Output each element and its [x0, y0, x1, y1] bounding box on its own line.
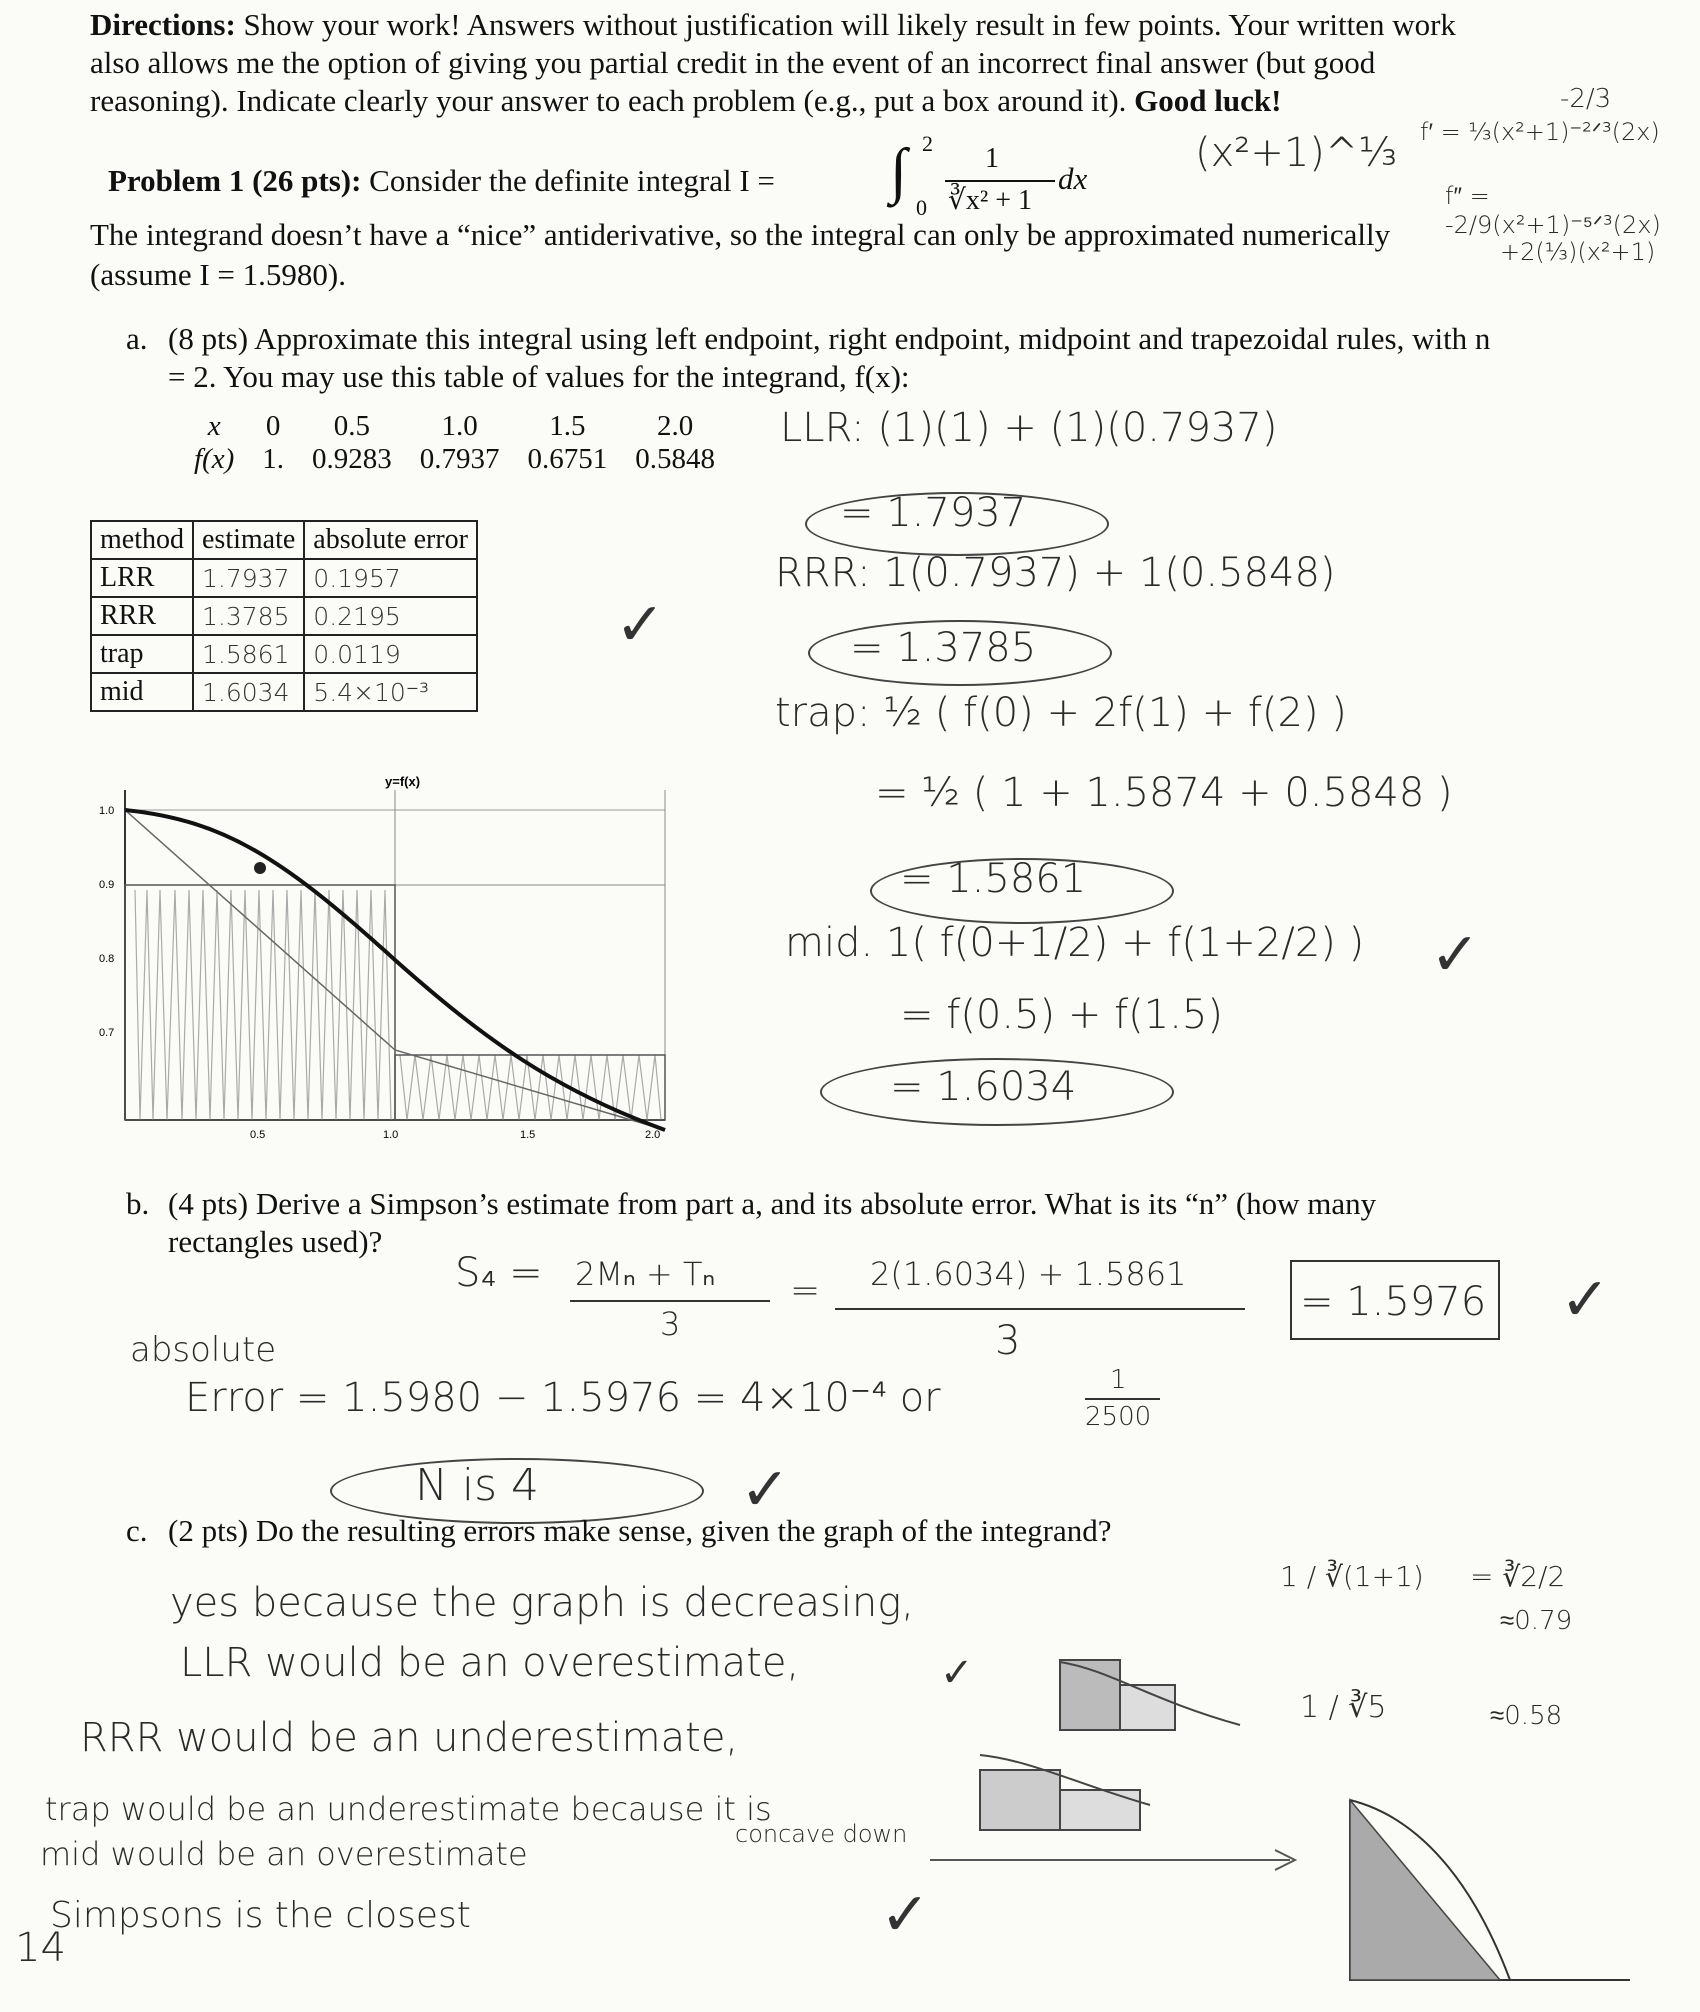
method-cell: RRR — [91, 597, 193, 635]
score: 14 — [15, 1925, 66, 1971]
error-cell: 5.4×10⁻³ — [304, 673, 477, 711]
s4-num2: 2(1.6034) + 1.5861 — [870, 1255, 1187, 1293]
llr-line: LLR: (1)(1) + (1)(0.7937) — [780, 405, 1278, 451]
x-value: 0.5 — [333, 410, 370, 442]
x-value: 0 — [265, 410, 281, 442]
method-cell: trap — [91, 635, 193, 673]
mid-sub: = f(0.5) + f(1.5) — [900, 992, 1223, 1038]
method-cell: LRR — [91, 559, 193, 597]
table-row — [91, 673, 477, 711]
x-value: 1.5 — [549, 410, 586, 442]
results-table — [90, 520, 478, 712]
answer-line: yes because the graph is decreasing, — [170, 1580, 915, 1626]
absolute-label: absolute — [130, 1330, 277, 1370]
corner-expr: (x²+1)^⅓ — [1195, 130, 1398, 176]
part-c-label: c. — [126, 1513, 148, 1548]
error-cell: 0.1957 — [304, 559, 477, 597]
y-tick: 0.9 — [99, 879, 115, 891]
arrow-icon — [930, 1845, 1310, 1875]
s4-bar — [570, 1300, 770, 1302]
side-calc-1b: = ∛2/2 — [1470, 1560, 1566, 1593]
results-header: absolute error — [304, 521, 477, 559]
error-cell: 0.0119 — [304, 635, 477, 673]
part-b-text: (4 pts) Derive a Simpson’s estimate from part a, and its absolute error. What is its “n” (how many rectangles used)? — [168, 1186, 1377, 1259]
part-c-text: (2 pts) Do the resulting errors make sense, given the graph of the integrand? — [168, 1513, 1112, 1548]
side-calc-2c: ≈0.58 — [1490, 1701, 1563, 1731]
s4-den: 3 — [660, 1305, 681, 1343]
estimate-cell: 1.6034 — [193, 673, 304, 711]
checkmark-icon: ✓ — [940, 1650, 974, 1696]
f-value: 0.9283 — [312, 443, 392, 475]
good-luck: Good luck! — [1134, 83, 1282, 118]
side-calc-2: 1 / ∛5 — [1300, 1690, 1387, 1725]
integral-sign: ∫ — [890, 137, 907, 205]
trap-sub: = ½ ( 1 + 1.5874 + 0.5848 ) — [875, 770, 1453, 816]
integrand-den: ∛x² + 1 — [948, 185, 1033, 216]
integral-lower: 0 — [916, 195, 927, 220]
answer-line: LLR would be an overestimate, — [180, 1640, 800, 1686]
integrand-dx: dx — [1058, 161, 1088, 196]
results-header: estimate — [193, 521, 304, 559]
llr-result: = 1.7937 — [840, 490, 1027, 536]
error-frac-bar — [1085, 1398, 1160, 1400]
results-header-row — [91, 521, 477, 559]
shaded-scribbles — [135, 890, 661, 1120]
corner-plus: +2(⅓)(x²+1) — [1500, 238, 1656, 266]
problem1-header — [108, 162, 775, 200]
f-value: 0.6751 — [527, 443, 608, 475]
values-x-row — [180, 410, 729, 443]
x-tick: 1.5 — [520, 1129, 536, 1141]
n-is-4: N is 4 — [415, 1460, 540, 1511]
problem1-label: Problem 1 (26 pts): — [108, 163, 362, 198]
part-b-label: b. — [126, 1186, 150, 1221]
f-value: 0.5848 — [635, 443, 715, 475]
corner-fprime: f′ = ⅓(x²+1)⁻²ᐟ³(2x) — [1420, 118, 1660, 146]
sketch-left-rects — [1050, 1650, 1250, 1740]
s4-lhs: S₄ = — [455, 1250, 543, 1296]
s4-den2: 3 — [995, 1318, 1021, 1364]
y-tick: 1.0 — [99, 805, 115, 817]
simpsons-line: Simpsons is the closest — [50, 1895, 471, 1936]
rrr-line: RRR: 1(0.7937) + 1(0.5848) — [775, 550, 1336, 596]
x-tick: 2.0 — [645, 1129, 661, 1141]
values-f-row — [180, 443, 729, 476]
part-a-text: (8 pts) Approximate this integral using left endpoint, right endpoint, midpoint and trapezoidal rules, with n = 2. You may use this table of values for the integrand, f(x): — [168, 321, 1491, 394]
directions — [90, 6, 1510, 120]
graph-title: y=f(x) — [385, 774, 421, 789]
table-row — [91, 635, 477, 673]
directions-text: Show your work! Answers without justification will likely result in few points. Your written work also allows me the option of giving you partial credit in the event of an incorrect final answer (but good reasoning). Indicate clearly your answer to each problem (e.g., put a box around it). — [90, 7, 1456, 118]
estimate-cell: 1.3785 — [193, 597, 304, 635]
problem1-assume: (assume I = 1.5980). — [90, 257, 346, 292]
method-cell: mid — [91, 673, 193, 711]
error-cell: 0.2195 — [304, 597, 477, 635]
error-frac-num: 1 — [1110, 1365, 1127, 1395]
y-tick: 0.8 — [99, 953, 115, 965]
sketch-right-rects — [970, 1745, 1170, 1835]
checkmark-icon: ✓ — [740, 1455, 791, 1525]
part-a-label: a. — [126, 321, 148, 356]
x-label: x — [207, 410, 221, 442]
integrand-num: 1 — [985, 143, 999, 174]
values-table — [180, 410, 729, 476]
checkmark-icon: ✓ — [1430, 920, 1481, 990]
s4-bar2 — [835, 1308, 1245, 1310]
equals: = — [790, 1270, 821, 1311]
integrand-graph — [85, 770, 685, 1150]
y-tick: 0.7 — [99, 1027, 115, 1039]
answer-line: RRR would be an underestimate, — [80, 1715, 739, 1761]
fx-label: f(x) — [194, 443, 235, 475]
error-frac-den: 2500 — [1085, 1402, 1152, 1432]
checkmark-icon: ✓ — [1560, 1265, 1611, 1335]
checkmark-icon: ✓ — [615, 590, 666, 660]
mid-result: = 1.6034 — [890, 1064, 1077, 1110]
sketch-concave — [1340, 1790, 1640, 1990]
side-calc-1: 1 / ∛(1+1) — [1280, 1560, 1424, 1593]
x-value: 2.0 — [657, 410, 694, 442]
s4-num: 2Mₙ + Tₙ — [575, 1255, 716, 1293]
mid-line: mid. 1( f(0+1/2) + f(1+2/2) ) — [785, 920, 1365, 966]
directions-label: Directions: — [90, 7, 236, 42]
x-value: 1.0 — [441, 410, 478, 442]
answer-line: trap would be an underestimate because it is — [45, 1790, 772, 1828]
estimate-cell: 1.5861 — [193, 635, 304, 673]
problem1-prompt: Consider the definite integral I = — [369, 163, 775, 198]
simpson-answer-box: = 1.5976 — [1290, 1260, 1500, 1340]
corner-fdouble: f″ = -2/9(x²+1)⁻⁵ᐟ³(2x) — [1445, 182, 1661, 239]
answer-line: mid would be an overestimate — [40, 1835, 528, 1873]
integral-upper: 2 — [922, 131, 933, 156]
problem1-desc: The integrand doesn’t have a “nice” antiderivative, so the integral can only be approximated numerically — [90, 217, 1391, 252]
trap-line: trap: ½ ( f(0) + 2f(1) + f(2) ) — [775, 690, 1347, 736]
x-tick: 0.5 — [250, 1129, 266, 1141]
x-tick: 1.0 — [383, 1129, 399, 1141]
estimate-cell: 1.7937 — [193, 559, 304, 597]
rrr-result: = 1.3785 — [850, 625, 1037, 671]
corner-score: -2/3 — [1560, 84, 1612, 114]
results-header: method — [91, 521, 193, 559]
side-calc-1c: ≈0.79 — [1500, 1606, 1573, 1636]
midpoint-dot — [254, 862, 266, 874]
f-value: 1. — [262, 443, 284, 475]
table-row — [91, 597, 477, 635]
f-value: 0.7937 — [419, 443, 500, 475]
error-line: Error = 1.5980 − 1.5976 = 4×10⁻⁴ or — [185, 1375, 941, 1421]
trap-result: = 1.5861 — [900, 856, 1087, 902]
checkmark-icon: ✓ — [880, 1880, 931, 1950]
concave-note: concave down — [735, 1820, 908, 1848]
table-row — [91, 559, 477, 597]
